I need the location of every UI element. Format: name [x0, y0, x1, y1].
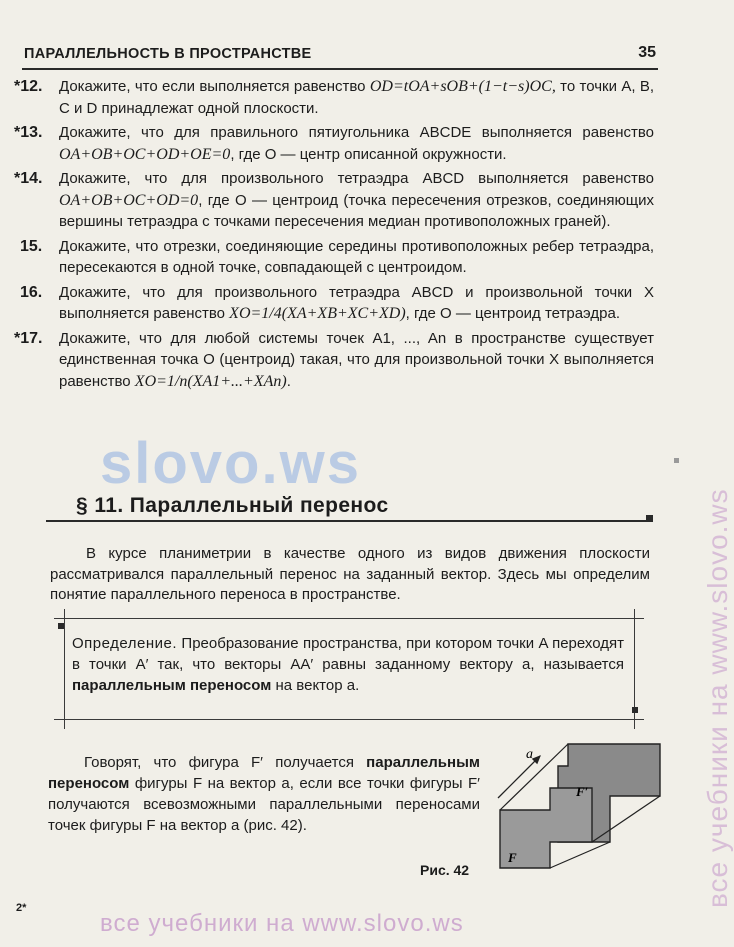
exercise-17: [14, 328, 654, 393]
definition-frame-left: [64, 609, 65, 729]
exercise-formula: XO=1/n(XA1+...+XAn): [134, 372, 287, 390]
exercise-number: 15.: [20, 237, 43, 255]
exercise-number: *17.: [14, 329, 43, 347]
exercise-formula: XO=1/4(XA+XB+XC+XD): [229, 305, 406, 322]
exercise-number: *12.: [14, 78, 43, 95]
exercise-text-after: , где O — центр описанной окружности.: [230, 145, 507, 163]
definition-label: Определение.: [72, 635, 178, 652]
definition-body: Преобразование пространства, при котором точки A переходят в точки A′ так, что векторы AA′ равны заданному вектору a, называется: [72, 635, 624, 673]
exercise-text-after: , где O — центроид (точка пересечения отрезков, соединяющих вершины тетраэдра с точками пересечения медиан противоположных граней).: [59, 191, 654, 230]
paragraph-part: Говорят, что фигура F′ получается: [84, 754, 367, 771]
chapter-title: ПАРАЛЛЕЛЬНОСТЬ В ПРОСТРАНСТВЕ: [24, 46, 312, 62]
exercise-text-after: то точки A, B, C и D принадлежат одной плоскости.: [59, 78, 654, 117]
intro-paragraph: В курсе планиметрии в качестве одного из видов движения плоскости рассматривался параллельный перенос на заданный вектор. Здесь мы определим понятие параллельного переноса в пространстве.: [50, 545, 650, 603]
figure-42: [492, 738, 662, 888]
definition-corner-marker: [632, 707, 638, 713]
definition-term: параллельным переносом: [72, 677, 272, 694]
page-header: [22, 44, 658, 70]
exercise-15: [20, 236, 654, 279]
exercise-formula: OA+OB+OC+OD=0: [59, 191, 199, 209]
exercise-text: Докажите, что если выполняется равенство: [59, 78, 370, 95]
section-title: § 11. Параллельный перенос: [76, 494, 389, 517]
corner-mark: 2*: [16, 902, 27, 914]
section-divider: [46, 520, 650, 522]
watermark-side: [672, 108, 733, 908]
exercise-number: *13.: [14, 124, 43, 141]
paragraph-term: параллельным переносом: [48, 754, 480, 792]
exercise-text: Докажите, что для правильного пятиугольника ABCDE выполняется равенство: [59, 124, 654, 141]
watermark-logo: slovo.ws: [100, 431, 361, 496]
watermark-side-text: все учебники на www.slovo.ws: [702, 488, 733, 908]
exercise-number: 16.: [20, 283, 43, 301]
exercise-formula: OD=tOA+sOB+(1−t−s)OC,: [369, 78, 556, 95]
exercise-12: [14, 76, 654, 119]
exercise-formula: OA+OB+OC+OD+OE=0: [59, 145, 231, 163]
figure-f-prime-label: F′: [576, 784, 589, 799]
page-number: 35: [638, 44, 656, 61]
definition-box: [54, 618, 644, 720]
figure-f-label: F: [508, 850, 517, 865]
exercise-text-after: .: [286, 372, 291, 390]
figure-paragraph: [48, 752, 480, 836]
figure-caption: Рис. 42: [420, 862, 470, 878]
exercise-text: Докажите, что отрезки, соединяющие середины противоположных ребер тетраэдра, пересекаются в одной точке, совпадающей с центроидом.: [59, 237, 654, 276]
exercise-text-after: , где O — центроид тетраэдра.: [405, 305, 620, 322]
definition-text: [72, 633, 624, 696]
exercise-text: Докажите, что для любой системы точек A1, ..., An в пространстве существует единственная точка O (центроид) такая, что для произвольной точки X выполняется равенство: [59, 329, 654, 390]
margin-marker: [674, 458, 679, 463]
exercise-text: Докажите, что для произвольного тетраэдра ABCD и произвольной точки X выполняется равенство: [59, 283, 654, 322]
vector-a-label: a: [526, 747, 533, 762]
paragraph-part: фигуры F на вектор a, если все точки фигуры F′ получаются всевозможными параллельными переносами точек фигуры F на вектор a (рис. 42).: [48, 775, 480, 834]
exercise-16: [20, 282, 654, 325]
exercise-number: *14.: [14, 170, 43, 187]
exercise-14: [14, 168, 654, 233]
exercise-text: Докажите, что для произвольного тетраэдра ABCD выполняется равенство: [59, 170, 654, 187]
watermark-bottom: все учебники на www.slovo.ws: [100, 910, 464, 937]
definition-corner-marker: [58, 623, 64, 629]
exercise-list: [14, 76, 654, 395]
definition-end: на вектор a.: [271, 677, 360, 694]
section-marker: [646, 515, 653, 522]
exercise-13: [14, 122, 654, 165]
translation-line: [550, 842, 610, 868]
